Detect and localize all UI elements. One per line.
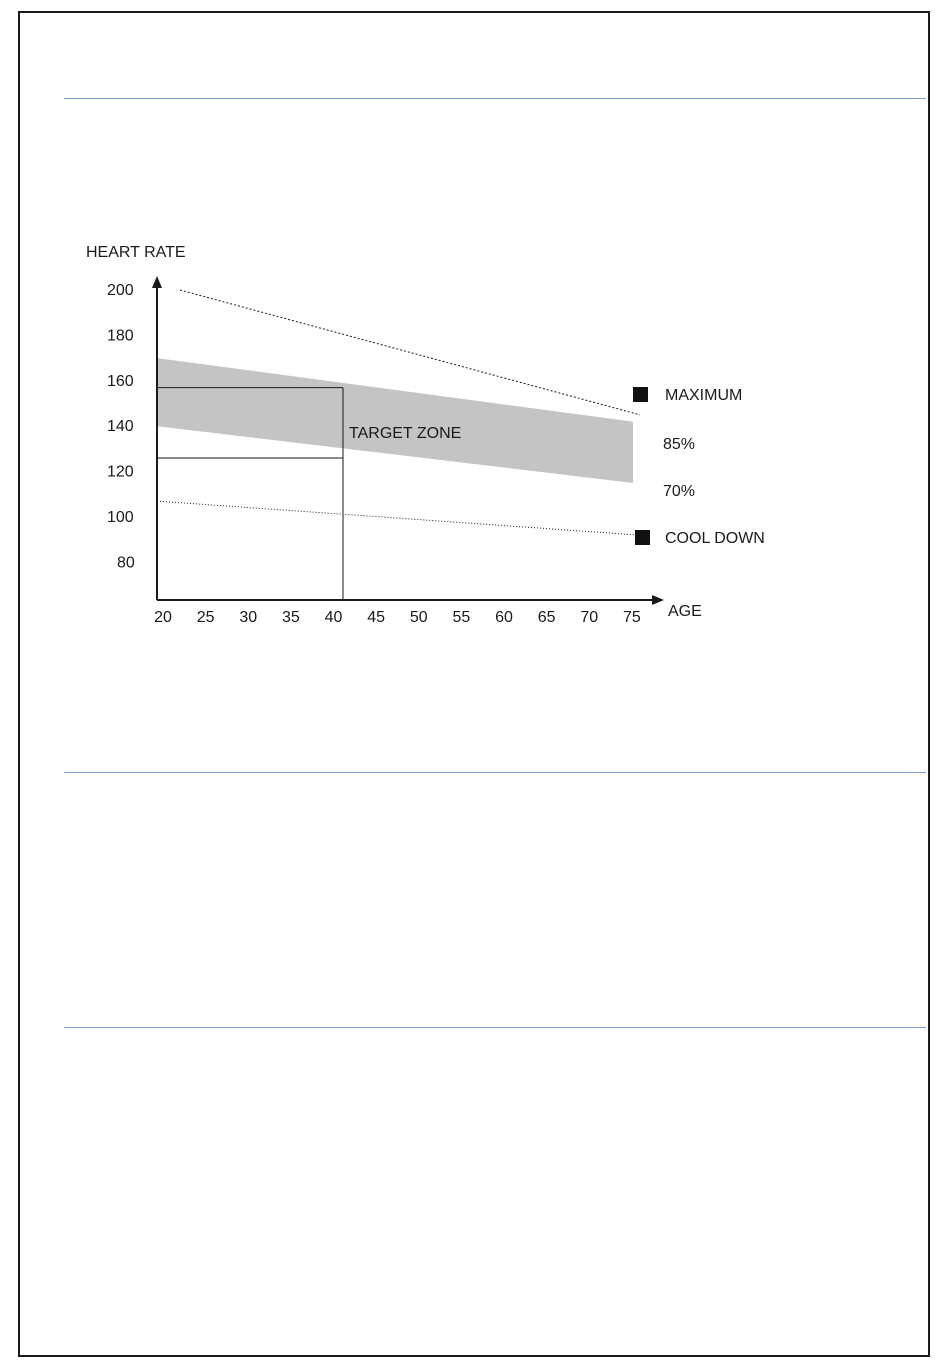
x-tick-label-20: 20 — [154, 609, 172, 626]
divider-bottom — [64, 1027, 926, 1028]
y-tick-label-160: 160 — [107, 372, 134, 390]
target-zone-band — [157, 358, 633, 483]
pct-70-label: 70% — [663, 483, 696, 500]
x-tick-label-45: 45 — [367, 609, 386, 626]
cool-down-label: COOL DOWN — [665, 530, 765, 547]
y-tick-label-80: 80 — [117, 554, 135, 572]
x-tick-label-75: 75 — [622, 609, 641, 626]
y-axis-arrow — [152, 276, 162, 288]
y-tick-label-140: 140 — [107, 418, 134, 436]
x-tick-label-35: 35 — [281, 609, 300, 626]
x-axis-arrow — [652, 595, 664, 605]
x-tick-label-50: 50 — [409, 609, 428, 626]
maximum-marker — [633, 387, 648, 402]
x-tick-label-40: 40 — [324, 609, 343, 626]
y-tick-label-100: 100 — [107, 509, 134, 526]
x-tick-label-60: 60 — [495, 609, 513, 626]
y-axis-title: HEART RATE — [86, 244, 186, 261]
cool-down-line — [157, 501, 640, 535]
target-zone-label: TARGET ZONE — [349, 425, 462, 442]
x-tick-label-65: 65 — [537, 609, 556, 626]
x-axis-title: AGE — [668, 603, 702, 620]
x-tick-label-30: 30 — [239, 609, 258, 626]
x-tick-label-70: 70 — [580, 609, 599, 626]
y-tick-label-120: 120 — [107, 463, 134, 481]
x-tick-label-55: 55 — [452, 609, 471, 626]
pct-85-label: 85% — [663, 436, 696, 453]
x-tick-label-25: 25 — [196, 609, 215, 626]
divider-middle — [64, 772, 926, 773]
y-tick-label-200: 200 — [107, 282, 134, 299]
maximum-label: MAXIMUM — [665, 387, 743, 404]
cool-down-marker — [635, 530, 650, 545]
y-tick-label-180: 180 — [107, 327, 134, 345]
